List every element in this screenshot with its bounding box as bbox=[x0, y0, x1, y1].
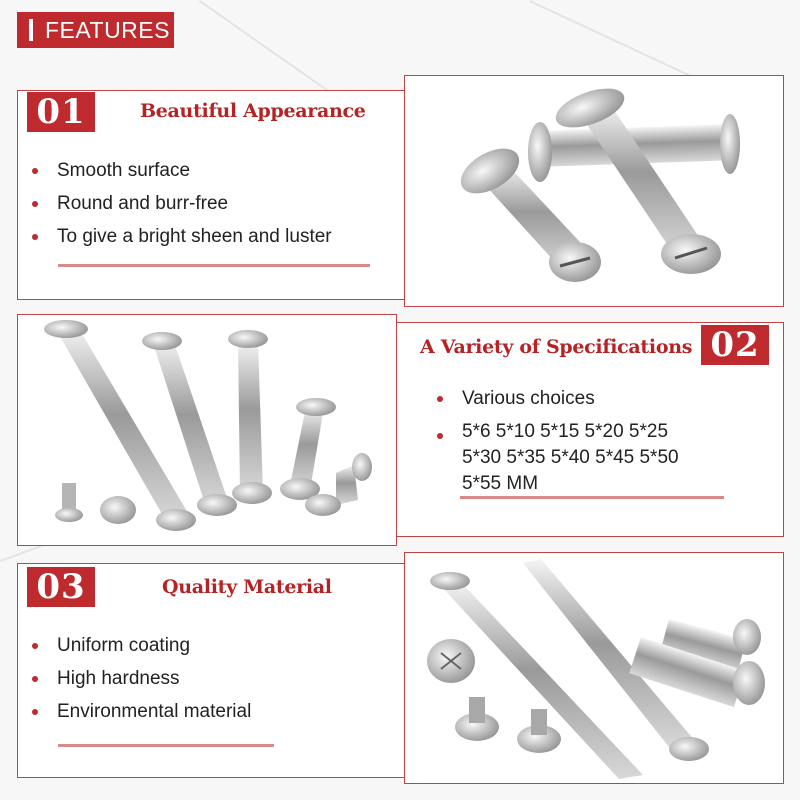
bullet-item: High hardness bbox=[31, 662, 251, 695]
section-02-bullets bbox=[436, 382, 679, 497]
rivets-photo-image bbox=[405, 76, 784, 307]
section-01-bullets bbox=[31, 154, 332, 253]
section-03-underline bbox=[58, 744, 274, 747]
bullet-item: Smooth surface bbox=[31, 154, 332, 187]
section-02-title: A Variety of Specifications bbox=[420, 336, 693, 358]
bullet-item: Round and burr-free bbox=[31, 187, 332, 220]
rivet-shape bbox=[280, 398, 336, 500]
bullet-item: Environmental material bbox=[31, 695, 251, 728]
rivets-sizes-image bbox=[18, 315, 397, 546]
section-02-underline bbox=[460, 496, 724, 499]
header-bar-icon bbox=[29, 19, 33, 41]
section-03-bullets bbox=[31, 629, 251, 728]
screw-shape bbox=[55, 483, 136, 524]
rivet-shape bbox=[228, 330, 272, 504]
bullet-item bbox=[436, 419, 679, 497]
bullet-item: To give a bright sheen and luster bbox=[31, 220, 332, 253]
screw-shape bbox=[427, 639, 561, 753]
bullet-item: Various choices bbox=[436, 382, 679, 415]
specifications-text: 5*6 5*10 5*15 5*20 5*25 5*30 5*35 5*40 5*45 5*50 5*55 MM bbox=[462, 421, 679, 494]
section-03-title: Quality Material bbox=[162, 576, 332, 598]
section-01-title: Beautiful Appearance bbox=[140, 100, 366, 122]
features-title: FEATURES bbox=[45, 16, 170, 43]
features-header bbox=[17, 12, 174, 48]
bullet-item: Uniform coating bbox=[31, 629, 251, 662]
product-photo-02 bbox=[17, 314, 397, 546]
section-01-number: 01 bbox=[27, 92, 95, 132]
rivets-parts-image bbox=[405, 553, 784, 784]
section-01-underline bbox=[58, 264, 370, 267]
section-02-number: 02 bbox=[701, 325, 769, 365]
section-03-number: 03 bbox=[27, 567, 95, 607]
product-photo-03 bbox=[404, 552, 784, 784]
product-photo-01 bbox=[404, 75, 784, 307]
